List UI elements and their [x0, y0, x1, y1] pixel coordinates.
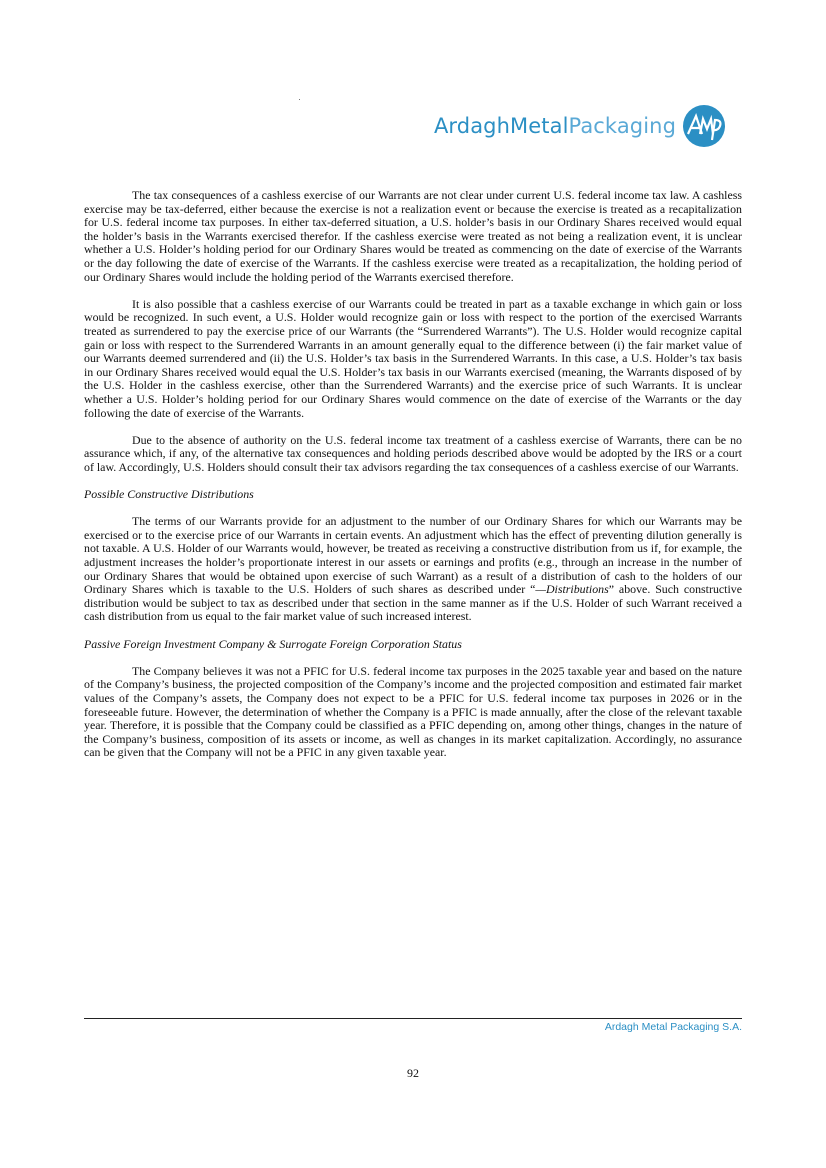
logo-wordmark-main: ArdaghMetal [433, 114, 569, 138]
paragraph-pfic-status: The Company believes it was not a PFIC for U.S. federal income tax purposes in the 2025 taxable year and based on the nature of the Company’s business, the projected composition of the Company’s income and the projected composition and estimated fair market values of the Company’s assets, the Company does not expect to be a PFIC for U.S. federal income tax purposes in 2026 or in the foreseeable future. However, the determination of whether the Company is a PFIC is made annually, after the close of the relevant taxable year. Therefore, it is possible that the Company could be classified as a PFIC depending on, among other things, changes in the nature of the Company’s business, composition of its assets or income, as well as changes in its market capitalization. Accordingly, no assurance can be given that the Company will not be a PFIC in any given taxable year. [84, 663, 742, 760]
paragraph-taxable-exchange: It is also possible that a cashless exercise of our Warrants could be treated in part as a taxable exchange in which gain or loss would be recognized. In such event, a U.S. Holder would recognize gain or loss with respect to the portion of the exercised Warrants treated as surrendered to pay the exercise price of our Warrants (the “Surrendered Warrants”). The U.S. Holder would recognize capital gain or loss with respect to the Surrendered Warrants in an amount generally equal to the difference between (i) the fair market value of our Warrants deemed surrendered and (ii) the U.S. Holder’s tax basis in the Surrendered Warrants. In this case, a U.S. Holder’s tax basis in our Ordinary Shares received would equal the U.S. Holder’s tax basis in our Warrants exercised (meaning, the Warrants disposed of by the U.S. Holder in the cashless exercise, other than the Surrendered Warrants) and the exercise price of such Warrants. It is unclear whether a U.S. Holder’s holding period for our Ordinary Shares would commence on the date of exercise of the Warrants or the day following the date of exercise of the Warrants. [84, 296, 742, 420]
section-heading-constructive-distributions: Possible Constructive Distributions [84, 487, 254, 502]
footer-divider [84, 1018, 742, 1019]
document-body [84, 189, 742, 760]
paragraph-cashless-exercise: The tax consequences of a cashless exercise of our Warrants are not clear under current U.S. federal income tax law. A cashless exercise may be tax-deferred, either because the exercise is not a realization event or because the exercise is treated as a recapitalization for U.S. federal income tax purposes. In either tax-deferred situation, a U.S. holder’s basis in our Ordinary Shares received would equal the holder’s basis in the Warrants exercised therefor. If the cashless exercise were treated as not being a realization event, it is unclear whether a U.S. Holder’s holding period for our Ordinary Shares would be treated as commencing on the date of exercise of the Warrants or the day following the date of exercise of the Warrants. If the cashless exercise were treated as a recapitalization, the holding period of our Ordinary Shares would include the holding period of the Warrants exercised therefore. [84, 188, 742, 284]
stray-mark [299, 99, 300, 100]
page-number: 92 [407, 1066, 419, 1080]
section-heading-pfic-status: Passive Foreign Investment Company & Surrogate Foreign Corporation Status [84, 636, 462, 651]
company-logo [434, 100, 726, 152]
paragraph-constructive-distributions [84, 515, 742, 624]
amp-logo-icon [682, 104, 726, 148]
paragraph-text: ” above. Such constructive distribution would be subject to tax as described under that section in the same manner as if the U.S. Holder of such Warrant received a cash distribution from us equal to the fair market value of such increased interest. [84, 582, 742, 624]
logo-wordmark-secondary: Packaging [568, 114, 676, 138]
logo-wordmark [434, 114, 676, 138]
cross-reference-distributions: —Distributions [535, 582, 609, 597]
paragraph-absence-of-authority: Due to the absence of authority on the U.S. federal income tax treatment of a cashless exercise of Warrants, there can be no assurance which, if any, of the alternative tax consequences and holding periods described above would be adopted by the IRS or a court of law. Accordingly, U.S. Holders should consult their tax advisors regarding the tax consequences of a cashless exercise of our Warrants. [84, 432, 742, 474]
paragraph-text: The terms of our Warrants provide for an adjustment to the number of our Ordinary Shares for which our Warrants may be exercised or to the exercise price of our Warrants in certain events. An adjustment which has the effect of preventing dilution generally is not taxable. A U.S. Holder of our Warrants would, however, be treated as receiving a constructive distribution from us if, for example, the adjustment increases the holder’s proportionate interest in our assets or earnings and profits (e.g., through an increase in the number of our Ordinary Shares that would be obtained upon exercise of such Warrant) as a result of a distribution of cash to the holders of our Ordinary Shares which is taxable to the U.S. Holders of such shares as described under “ [84, 514, 742, 597]
footer-company-name: Ardagh Metal Packaging S.A. [604, 1021, 742, 1033]
